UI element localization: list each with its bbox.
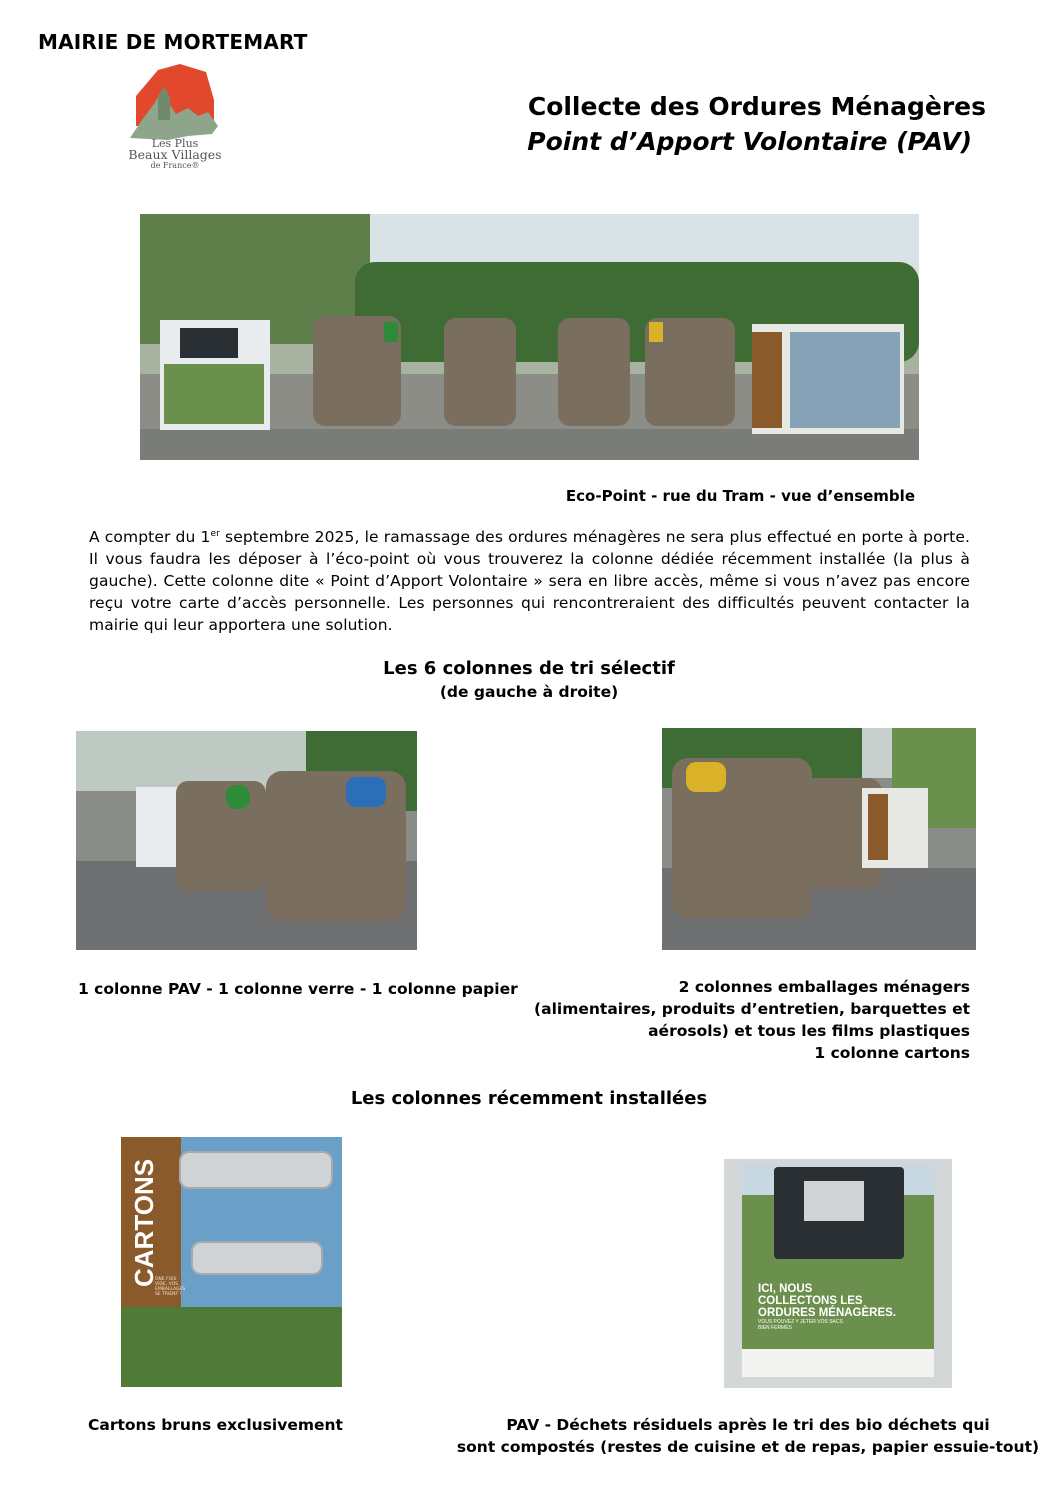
- tri-right-caption: 2 colonnes emballages ménagers (alimentaires, produits d’entretien, barquettes et aérosols) et tous les films plastiques 1 colonne cartons: [534, 978, 970, 1062]
- eco-point-overview-photo: [140, 214, 919, 460]
- cartons-label: CARTONS: [129, 1158, 159, 1287]
- organization-name: MAIRIE DE MORTEMART: [38, 30, 308, 54]
- cartons-column-photo: [121, 1137, 342, 1387]
- section-title-tri: Les 6 colonnes de tri sélectif: [383, 658, 675, 679]
- cartons-caption: Cartons bruns exclusivement: [88, 1416, 343, 1434]
- page-subtitle: Point d’Apport Volontaire (PAV): [527, 127, 972, 156]
- bins-right-photo: [662, 728, 976, 950]
- section-subtitle-tri: (de gauche à droite): [439, 683, 619, 701]
- pav-caption: PAV - Déchets résiduels après le tri des bio déchets qui sont compostés (restes de cuisine et de repas, papier essuie-tout): [456, 1416, 1040, 1456]
- section-title-new: Les colonnes récemment installées: [350, 1088, 708, 1109]
- bins-left-photo: [76, 731, 417, 950]
- tri-left-caption: 1 colonne PAV - 1 colonne verre - 1 colonne papier: [78, 980, 518, 998]
- cartons-small-text: ONE FOIS VIDE, VOS EMBALLAGES SE TRIENT !: [155, 1277, 186, 1297]
- logo-text: Les Plus Beaux Villages de France®: [128, 137, 222, 170]
- intro-paragraph: A compter du 1er septembre 2025, le ramassage des ordures ménagères ne sera plus effectué en porte à porte. Il vous faudra les déposer à l’éco-point où vous trouverez la colonne dédiée récemment installée (la plus à gauche). Cette colonne dite « Point d’Apport Volontaire » sera en libre accès, même si vous n’avez pas encore reçu votre carte d’accès personnelle. Les personnes qui rencontreraient des difficultés peuvent contacter la mairie qui leur apportera une solution.: [89, 528, 970, 634]
- overview-caption: Eco-Point - rue du Tram - vue d’ensemble: [565, 487, 915, 505]
- pav-column-photo: [724, 1159, 952, 1388]
- page-title: Collecte des Ordures Ménagères: [527, 92, 986, 121]
- pav-panel-text: ICI, NOUS COLLECTONS LES ORDURES MÉNAGÈRES. VOUS POUVEZ Y JETER VOS SACS BIEN FERMÉS: [758, 1283, 897, 1331]
